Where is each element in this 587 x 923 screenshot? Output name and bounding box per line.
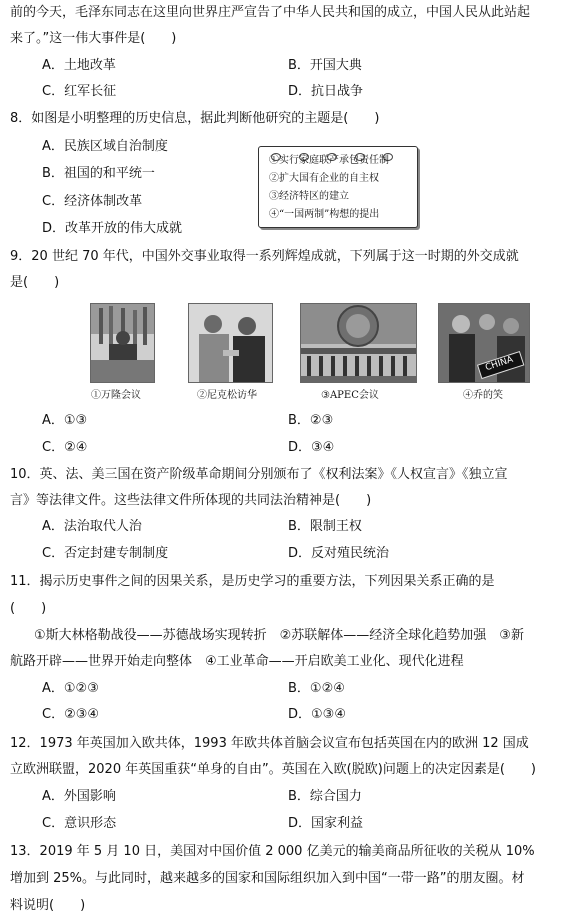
q12-stem-line1: 12．1973 年英国加入欧共体，1993 年欧共体首脑会议宣布包括英国在内的欧洲 12 国成 [10,736,529,751]
photo-caption-2: ②尼克松访华 [197,390,257,401]
q10-stem-line2: 言》等法律文件。这些法律文件所体现的共同法治精神是( ) [10,493,372,508]
q7-option-d[interactable]: D．抗日战争 [288,84,364,99]
q9-stem-line2: 是( ) [10,275,60,290]
q11-option-c[interactable]: C．②③④ [42,707,100,722]
q8-option-c[interactable]: C．经济体制改革 [42,194,143,209]
photo-caption-4: ④乔的笑 [463,390,503,401]
q8-option-b[interactable]: B．祖国的和平统一 [42,166,155,181]
q12-option-a[interactable]: A．外国影响 [42,789,116,804]
q10-option-a[interactable]: A．法治取代人治 [42,519,142,534]
q13-stem-line2: 增加到 25%。与此同时，越来越多的国家和国际组织加入到中国“一带一路”的朋友圈。材 [10,871,525,886]
photo-apec-meeting [300,303,417,383]
q10-stem-line1: 10．英、法、美三国在资产阶级革命期间分别颁布了《权利法案》《人权宣言》《独立宣 [10,467,508,482]
q8-stem: 8．如图是小明整理的历史信息，据此判断他研究的主题是( ) [10,111,380,126]
photo-qiao-laugh [438,303,530,383]
q11-option-d[interactable]: D．①③④ [288,707,346,722]
photo-bandung-conference [90,303,155,383]
q9-option-c[interactable]: C．②④ [42,440,88,455]
q7-option-b[interactable]: B．开国大典 [288,58,362,73]
q11-stem-line1: 11．揭示历史事件之间的因果关系，是历史学习的重要方法，下列因果关系正确的是 [10,574,495,589]
q12-option-c[interactable]: C．意识形态 [42,816,117,831]
q9-option-d[interactable]: D．③④ [288,440,335,455]
q9-stem-line1: 9．20 世纪 70 年代，中国外交事业取得一系列辉煌成就，下列属于这一时期的外交成就 [10,249,519,264]
q9-option-a[interactable]: A．①③ [42,413,88,428]
q7-option-a[interactable]: A．土地改革 [42,58,116,73]
q11-option-b[interactable]: B．①②④ [288,681,345,696]
q11-statements-line1: ①斯大林格勒战役——苏德战场实现转折 ②苏联解体——经济全球化趋势加强 ③新 [34,628,524,643]
q11-statements-line2: 航路开辟——世界开始走向整体 ④工业革命——开启欧美工业化、现代化进程 [10,654,464,669]
q8-option-a[interactable]: A．民族区域自治制度 [42,139,168,154]
note-item-4: ④“一国两制”构想的提出 [269,209,380,220]
note-item-2: ②扩大国有企业的自主权 [269,173,379,184]
q11-stem-line2: ( ) [10,601,47,616]
photo-caption-1: ①万隆会议 [91,390,141,401]
q12-stem-line2: 立欧洲联盟，2020 年英国重获“单身的自由”。英国在入欧(脱欧)问题上的决定因素是( ) [10,762,536,777]
q9-option-b[interactable]: B．②③ [288,413,334,428]
q7-stem-line1: 前的今天，毛泽东同志在这里向世界庄严宣告了中华人民共和国的成立，中国人民从此站起 [10,5,531,20]
note-item-3: ③经济特区的建立 [269,191,349,202]
q13-stem-line3: 料说明( ) [10,898,86,913]
q12-option-d[interactable]: D．国家利益 [288,816,364,831]
q10-option-b[interactable]: B．限制王权 [288,519,362,534]
photo-sign-text: CHINA [484,354,515,374]
q10-option-d[interactable]: D．反对殖民统治 [288,546,390,561]
q7-stem-line2: 来了。”这一伟大事件是( ) [10,31,177,46]
q13-stem-line1: 13．2019 年 5 月 10 日，美国对中国价值 2 000 亿美元的输美商品所征收的关税从 10% [10,844,535,859]
photo-caption-3: ③APEC会议 [321,390,379,401]
q11-option-a[interactable]: A．①②③ [42,681,99,696]
notebook-figure [258,146,418,228]
photo-nixon-visit [188,303,273,383]
note-item-1: ①实行家庭联产承包责任制 [269,155,389,166]
q8-option-d[interactable]: D．改革开放的伟大成就 [42,221,183,236]
q12-option-b[interactable]: B．综合国力 [288,789,362,804]
q7-option-c[interactable]: C．红军长征 [42,84,117,99]
q10-option-c[interactable]: C．否定封建专制制度 [42,546,169,561]
